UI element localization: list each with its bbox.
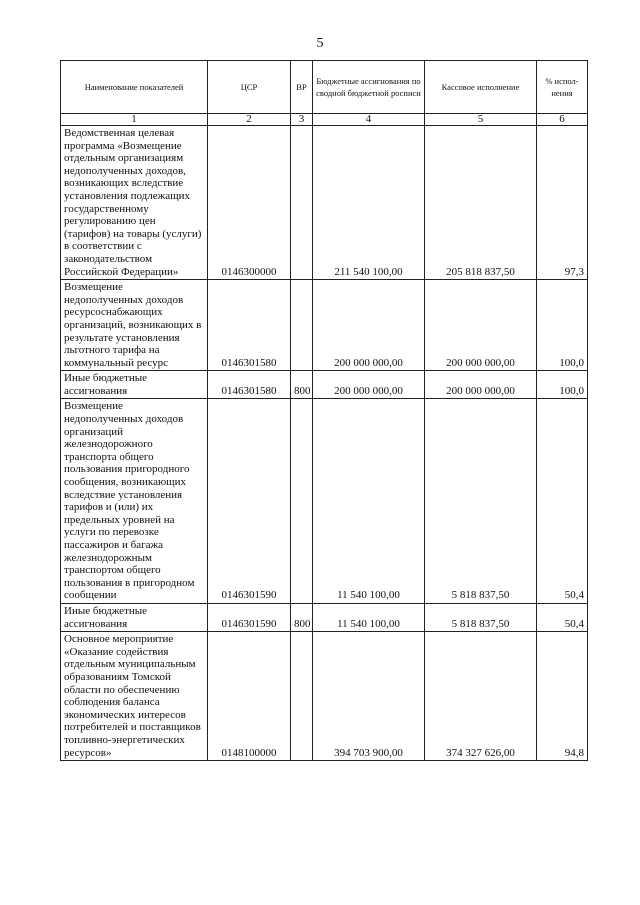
budget-cell: 394 703 900,00 <box>313 632 425 761</box>
budget-cell: 11 540 100,00 <box>313 399 425 604</box>
indicator-name-cell: Возмещение недополученных доходов организаций железнодорожного транспорта общего пользования пригородного сообщения, возникающих вследствие установления тарифов и (или) их предельных уровней на услуги по перевозке пассажиров и багажа железнодорожным транспортом общего пользования в пригородном сообщении <box>61 399 208 604</box>
table-row <box>61 126 588 280</box>
percent-cell: 100,0 <box>537 371 588 399</box>
cash-cell: 5 818 837,50 <box>425 603 537 631</box>
budget-execution-table <box>60 60 588 761</box>
vr-cell: 800 <box>291 371 313 399</box>
table-row <box>61 280 588 371</box>
header-execution-percent: % испол-нения <box>537 61 588 114</box>
cash-cell: 205 818 837,50 <box>425 126 537 280</box>
indicator-name-cell: Основное мероприятие «Оказание содействия отдельным муниципальным образованиям Томской области по обеспечению соблюдения баланса экономических интересов потребителей и поставщиков топливно-энергетических ресурсов» <box>61 632 208 761</box>
csr-cell: 0146301590 <box>208 603 291 631</box>
indicator-name-cell: Иные бюджетные ассигнования <box>61 371 208 399</box>
indicator-name-cell: Ведомственная целевая программа «Возмещение отдельным организациям недополученных доходов, возникающих вследствие установления подлежащих государственному регулированию цен (тарифов) на товары (услуги) в соответствии с законодательством Российской Федерации» <box>61 126 208 280</box>
table-row <box>61 603 588 631</box>
budget-cell: 200 000 000,00 <box>313 280 425 371</box>
header-indicator-name: Наименование показателей <box>61 61 208 114</box>
percent-cell: 50,4 <box>537 603 588 631</box>
percent-cell: 97,3 <box>537 126 588 280</box>
vr-cell <box>291 280 313 371</box>
table-row <box>61 632 588 761</box>
vr-cell <box>291 126 313 280</box>
csr-cell: 0146301580 <box>208 280 291 371</box>
table-row <box>61 399 588 604</box>
budget-cell: 200 000 000,00 <box>313 371 425 399</box>
header-csr: ЦСР <box>208 61 291 114</box>
percent-cell: 100,0 <box>537 280 588 371</box>
page-number: 5 <box>316 36 324 51</box>
header-cash-execution: Кассовое исполнение <box>425 61 537 114</box>
cash-cell: 374 327 626,00 <box>425 632 537 761</box>
cash-cell: 5 818 837,50 <box>425 399 537 604</box>
vr-cell <box>291 399 313 604</box>
column-number: 2 <box>208 114 291 126</box>
column-number: 6 <box>537 114 588 126</box>
header-row <box>61 61 588 114</box>
budget-cell: 11 540 100,00 <box>313 603 425 631</box>
column-number: 3 <box>291 114 313 126</box>
csr-cell: 0146301590 <box>208 399 291 604</box>
vr-cell <box>291 632 313 761</box>
indicator-name-cell: Иные бюджетные ассигнования <box>61 603 208 631</box>
percent-cell: 94,8 <box>537 632 588 761</box>
cash-cell: 200 000 000,00 <box>425 280 537 371</box>
csr-cell: 0148100000 <box>208 632 291 761</box>
cash-cell: 200 000 000,00 <box>425 371 537 399</box>
header-vr: ВР <box>291 61 313 114</box>
percent-cell: 50,4 <box>537 399 588 604</box>
column-number-row <box>61 114 588 126</box>
header-budget-allocations: Бюджетные ассигнования по сводной бюджетной росписи <box>313 61 425 114</box>
vr-cell: 800 <box>291 603 313 631</box>
csr-cell: 0146300000 <box>208 126 291 280</box>
indicator-name-cell: Возмещение недополученных доходов ресурсоснабжающих организаций, возникающих в результате установления льготного тарифа на коммунальный ресурс <box>61 280 208 371</box>
table-row <box>61 371 588 399</box>
column-number: 1 <box>61 114 208 126</box>
column-number: 4 <box>313 114 425 126</box>
column-number: 5 <box>425 114 537 126</box>
csr-cell: 0146301580 <box>208 371 291 399</box>
budget-cell: 211 540 100,00 <box>313 126 425 280</box>
